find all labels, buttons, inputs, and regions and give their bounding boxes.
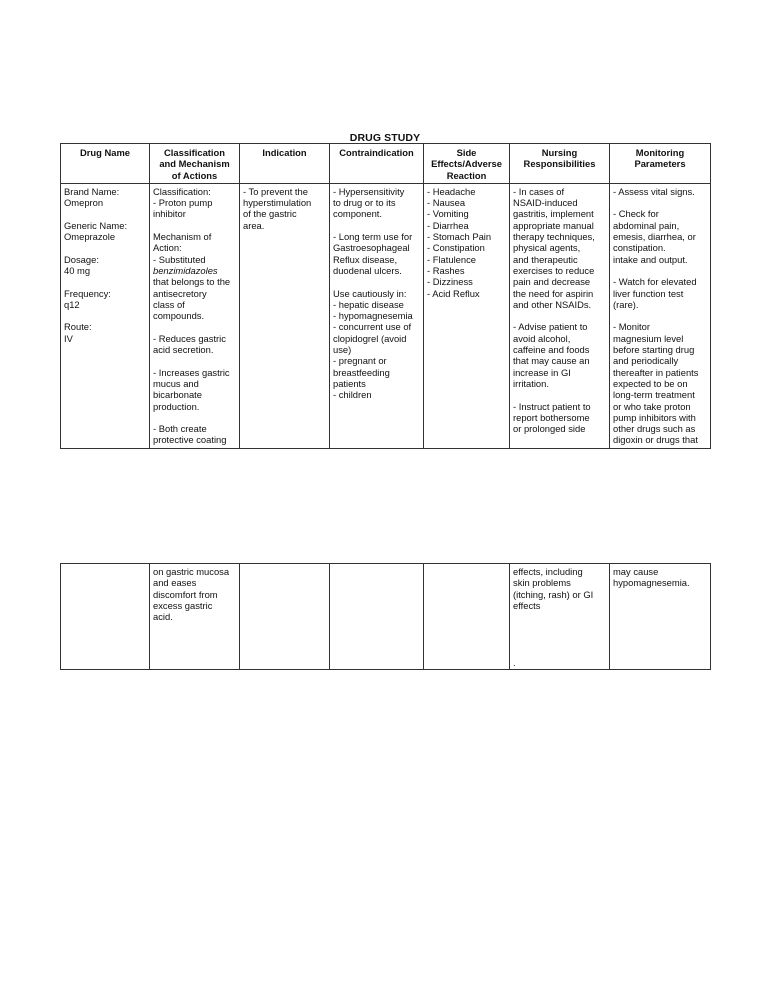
header-classification	[150, 144, 240, 184]
text-line	[64, 208, 146, 219]
text-line: on gastric mucosa	[153, 566, 230, 577]
text-line: physical agents,	[513, 242, 581, 254]
text-line: class of	[153, 298, 185, 310]
text-line: bicarbonate	[153, 389, 202, 401]
text-line: abdominal pain,	[613, 219, 680, 231]
text-line	[613, 197, 707, 208]
header-contraindication: Contraindication	[330, 144, 424, 184]
text-line: Reflux disease,	[333, 253, 398, 265]
text-line: clopidogrel (avoid	[333, 332, 407, 344]
header-side-effects	[424, 144, 510, 184]
text-line: exercises to reduce	[513, 264, 595, 276]
header-monitoring	[610, 144, 711, 184]
text-line: Frequency:	[64, 287, 111, 299]
text-line: constipation.	[613, 242, 666, 254]
text-line: - Hypersensitivity	[333, 185, 405, 197]
text-line: and therapeutic	[513, 253, 578, 265]
text-line: digoxin or drugs that	[613, 434, 698, 446]
text-line: Action:	[153, 242, 182, 254]
text-line: Reaction	[446, 169, 487, 181]
nursing-trailing-mark: .	[513, 656, 516, 668]
text-line	[333, 220, 420, 231]
text-line: - Increases gastric	[153, 366, 230, 378]
text-line	[333, 276, 420, 287]
text-line: - Acid Reflux	[427, 287, 480, 299]
cell-monitoring	[610, 183, 711, 448]
text-line: Omepron	[64, 197, 104, 209]
text-line: production.	[153, 400, 200, 412]
table-row	[61, 183, 711, 448]
text-line: thereafter in patients	[613, 366, 699, 378]
text-line: 40 mg	[64, 264, 91, 276]
text-line: NSAID-induced	[513, 197, 578, 209]
nursing-cont-text	[513, 566, 606, 611]
header-row	[61, 144, 711, 184]
text-line: - Proton pump	[153, 197, 213, 209]
text-line: hyperstimulation	[243, 197, 312, 209]
text-line: Side	[456, 147, 477, 158]
text-line: magnesium level	[613, 332, 684, 344]
text-line: and periodically	[613, 355, 679, 367]
text-line: - hepatic disease	[333, 298, 404, 310]
cell-indication	[240, 183, 330, 448]
text-line: - Nausea	[427, 197, 466, 209]
text-line: inhibitor	[153, 208, 186, 220]
text-line: excess gastric	[153, 599, 213, 611]
cell-drug-name-cont	[61, 564, 150, 670]
text-line: Parameters	[634, 158, 686, 170]
cell-contraindication-cont	[330, 564, 424, 670]
text-line: antisecretory	[153, 287, 207, 299]
text-line: Classification	[164, 147, 225, 158]
text-line: - concurrent use of	[333, 321, 412, 333]
text-line: Effects/Adverse	[431, 158, 502, 170]
text-line: Nursing	[541, 147, 578, 158]
text-line: - Both create	[153, 423, 207, 435]
text-line	[153, 355, 236, 366]
text-line: before starting drug	[613, 344, 695, 356]
text-line: and eases	[153, 577, 197, 589]
text-line: emesis, diarrhea, or	[613, 231, 696, 243]
text-line: (rare).	[613, 298, 639, 310]
text-line	[153, 220, 236, 231]
text-line: IV	[64, 332, 73, 344]
text-line	[613, 310, 707, 321]
text-line: Route:	[64, 321, 92, 333]
text-line: - Instruct patient to	[513, 400, 591, 412]
text-line: - Check for	[613, 208, 659, 220]
text-line: skin problems	[513, 577, 571, 589]
text-line: intake and output.	[613, 253, 688, 265]
cell-indication-cont	[240, 564, 330, 670]
text-line: - Diarrhea	[427, 219, 469, 231]
header-nursing	[510, 144, 610, 184]
text-line: - children	[333, 389, 372, 401]
table-row	[61, 564, 711, 670]
text-line: Gastroesophageal	[333, 242, 410, 254]
text-line: Monitoring	[635, 147, 685, 158]
text-line: acid.	[153, 611, 173, 623]
text-line: mucus and	[153, 377, 199, 389]
text-line: other drugs such as	[613, 423, 696, 435]
text-line: - Stomach Pain	[427, 231, 492, 243]
text-line	[513, 310, 606, 321]
text-line: - Reduces gastric	[153, 332, 226, 344]
text-line	[613, 265, 707, 276]
text-line: therapy techniques,	[513, 231, 595, 243]
text-line: - Long term use for	[333, 231, 413, 243]
text-line: pain and decrease	[513, 276, 591, 288]
cell-side-effects	[424, 183, 510, 448]
header-drug-name: Drug Name	[61, 144, 150, 184]
text-line: - Monitor	[613, 321, 650, 333]
text-line: benzimidazoles	[153, 264, 218, 276]
text-line: or prolonged side	[513, 423, 586, 435]
text-line: patients	[333, 377, 366, 389]
text-line: avoid alcohol,	[513, 332, 571, 344]
text-line: irritation.	[513, 377, 549, 389]
cell-nursing	[510, 183, 610, 448]
text-line: that may cause an	[513, 355, 590, 367]
text-line: Use cautiously in:	[333, 287, 407, 299]
text-line: - Assess vital signs.	[613, 185, 695, 197]
text-line: protective coating	[153, 434, 227, 446]
text-line: - Headache	[427, 185, 476, 197]
text-line	[153, 321, 236, 332]
text-line: - hypomagnesemia	[333, 310, 413, 322]
text-line: - Rashes	[427, 264, 465, 276]
text-line	[64, 242, 146, 253]
cell-side-effects-cont	[424, 564, 510, 670]
cell-drug-name	[61, 183, 150, 448]
text-line: and other NSAIDs.	[513, 298, 592, 310]
text-line: caffeine and foods	[513, 344, 590, 356]
cell-monitoring-cont	[610, 564, 711, 670]
text-line: report bothersome	[513, 411, 590, 423]
drug-study-table	[60, 143, 711, 449]
page-title: DRUG STUDY	[349, 132, 421, 144]
text-line: breastfeeding	[333, 366, 390, 378]
text-line: discomfort from	[153, 588, 218, 600]
text-line: - Substituted	[153, 253, 206, 265]
text-line	[64, 310, 146, 321]
text-line: effects, including	[513, 566, 583, 577]
text-line: appropriate manual	[513, 219, 594, 231]
cell-classification-cont	[150, 564, 240, 670]
text-line: that belongs to the	[153, 276, 231, 288]
text-line: - Watch for elevated	[613, 276, 697, 288]
text-line: - Dizziness	[427, 276, 473, 288]
text-line: of Actions	[171, 169, 218, 181]
text-line: expected to be on	[613, 377, 688, 389]
text-line: compounds.	[153, 310, 205, 322]
text-line: - Advise patient to	[513, 321, 588, 333]
cell-contraindication	[330, 183, 424, 448]
text-line	[64, 276, 146, 287]
text-line: q12	[64, 298, 80, 310]
text-line: Omeprazole	[64, 231, 116, 243]
text-line: Classification:	[153, 185, 211, 197]
text-line: may cause	[613, 566, 659, 577]
text-line	[513, 389, 606, 400]
text-line: duodenal ulcers.	[333, 264, 402, 276]
text-line: component.	[333, 208, 382, 220]
text-line: gastritis, implement	[513, 208, 594, 220]
text-line: Responsibilities	[523, 158, 596, 170]
text-line: Generic Name:	[64, 219, 128, 231]
text-line: the need for aspirin	[513, 287, 594, 299]
text-line: and Mechanism	[159, 158, 230, 170]
text-line: Mechanism of	[153, 231, 212, 243]
text-line: (itching, rash) or GI	[513, 588, 594, 600]
header-indication: Indication	[240, 144, 330, 184]
text-line	[153, 412, 236, 423]
text-line: of the gastric	[243, 208, 297, 220]
text-line: acid secretion.	[153, 344, 214, 356]
text-line: - pregnant or	[333, 355, 387, 367]
text-line: - Vomiting	[427, 208, 469, 220]
text-line: to drug or to its	[333, 197, 396, 209]
text-line: long-term treatment	[613, 389, 695, 401]
text-line: liver function test	[613, 287, 684, 299]
text-line: or who take proton	[613, 400, 691, 412]
text-line: Brand Name:	[64, 185, 120, 197]
text-line: hypomagnesemia.	[613, 577, 690, 589]
text-line: increase in GI	[513, 366, 571, 378]
cell-classification	[150, 183, 240, 448]
text-line: area.	[243, 219, 265, 231]
text-line: - To prevent the	[243, 185, 308, 197]
text-line: effects	[513, 599, 541, 611]
text-line: - Flatulence	[427, 253, 476, 265]
text-line: pump inhibitors with	[613, 411, 696, 423]
drug-study-table-continued	[60, 563, 711, 670]
text-line: Dosage:	[64, 253, 99, 265]
text-line: - Constipation	[427, 242, 485, 254]
text-line: use)	[333, 344, 352, 356]
cell-nursing-cont	[510, 564, 610, 670]
text-line: - In cases of	[513, 185, 565, 197]
